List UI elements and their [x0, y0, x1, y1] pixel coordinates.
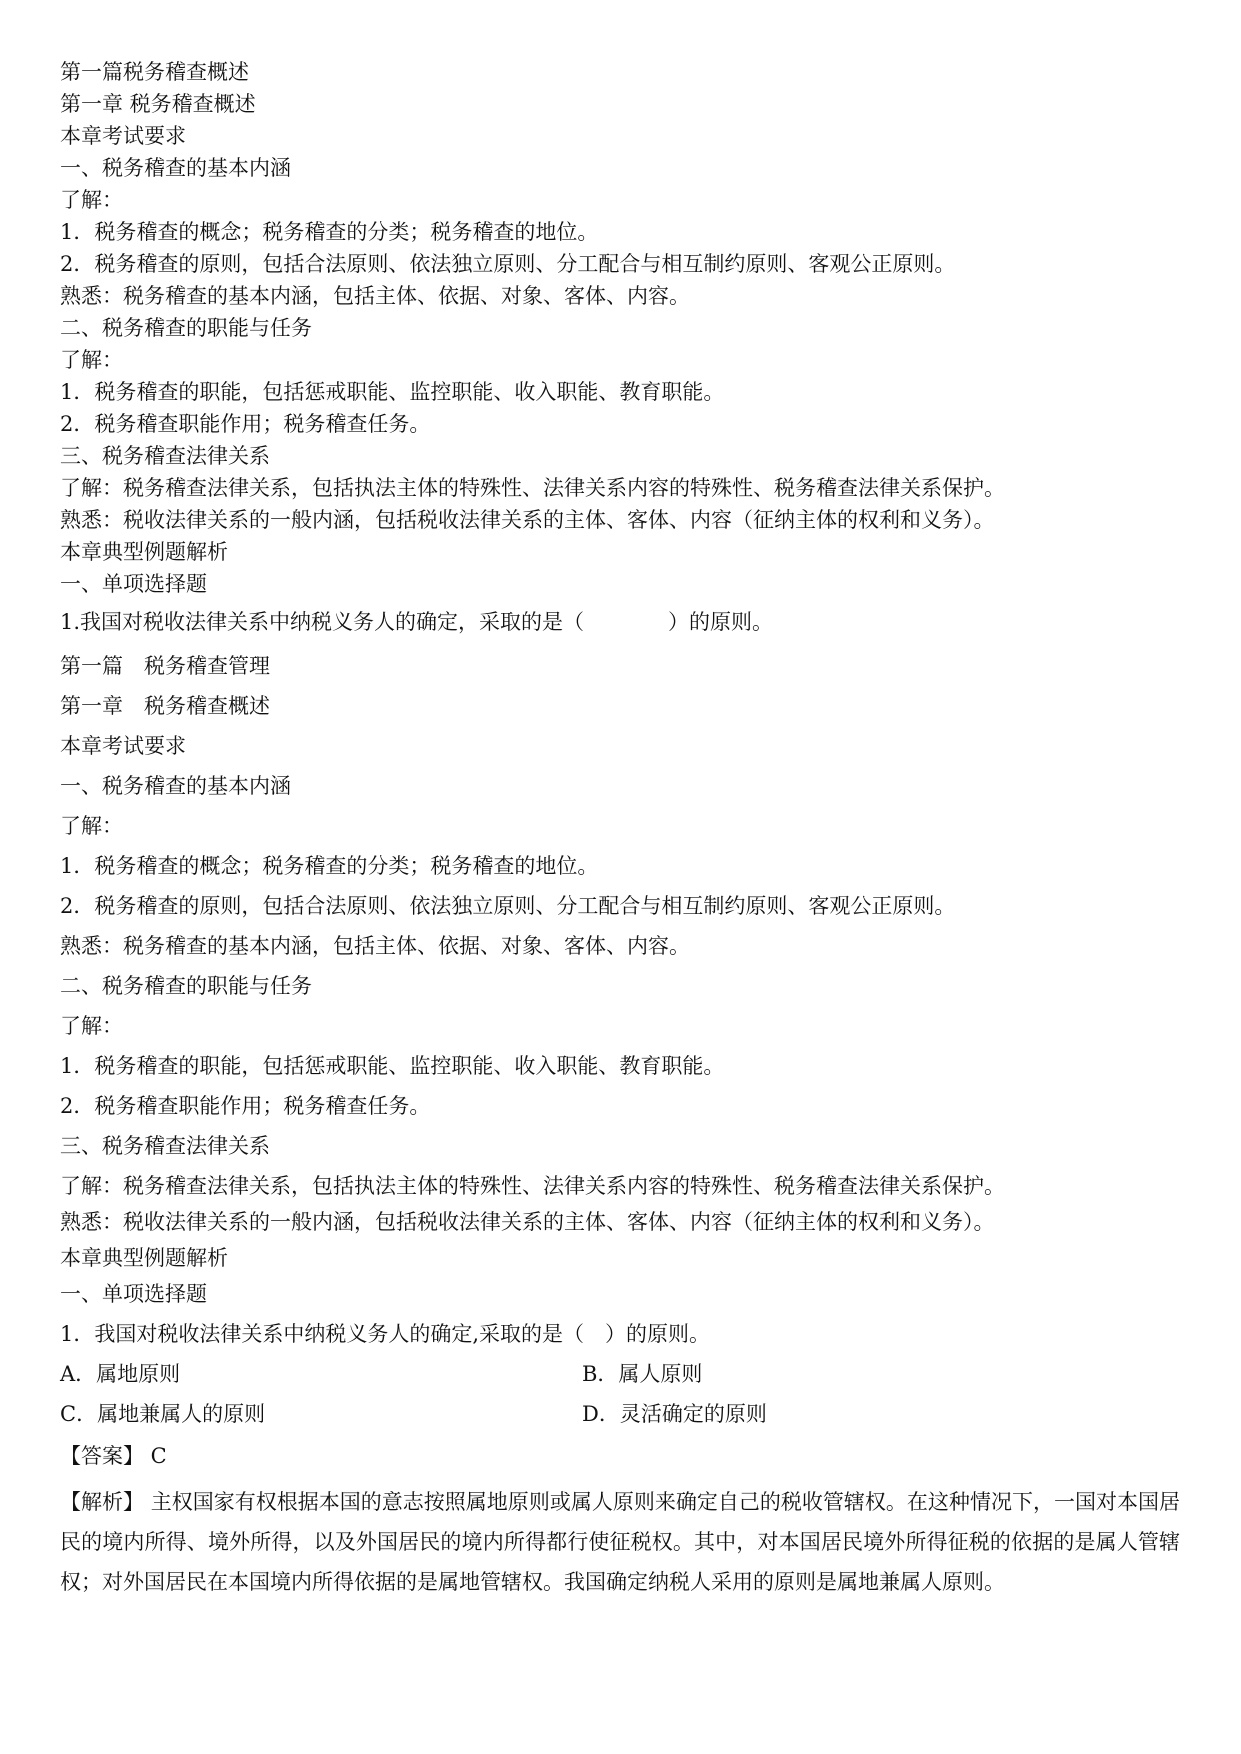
text-line: 了解： [60, 1014, 123, 1038]
text-line: 2．税务稽查职能作用；税务稽查任务。 [60, 412, 431, 436]
analysis-paragraph: 【解析】 主权国家有权根据本国的意志按照属地原则或属人原则来确定自己的税收管辖权。在这种情况下，一国对本国居民的境内所得、境外所得，以及外国居民的境内所得都行使征税权。其中，对本国居民境外所得征税的依据的是属人管辖权；对外国居民在本国境内所得依据的是属地管辖权。我国确定纳税人采用的原则是属地兼属人原则。 [60, 1490, 1180, 1594]
text-line: 熟悉：税务稽查的基本内涵，包括主体、依据、对象、客体、内容。 [60, 934, 690, 958]
answer-line: 【答案】 C [60, 1444, 167, 1468]
part-title: 第一篇税务稽查概述 [60, 60, 249, 84]
text-line: 熟悉：税务稽查的基本内涵，包括主体、依据、对象、客体、内容。 [60, 284, 690, 308]
chapter-title: 第一章 税务稽查概述 [60, 92, 256, 116]
chapter-title: 第一章 税务稽查概述 [60, 694, 270, 718]
section-heading: 本章典型例题解析 [60, 540, 228, 564]
subsection-heading: 一、单项选择题 [60, 572, 207, 596]
text-line: 1．税务稽查的职能，包括惩戒职能、监控职能、收入职能、教育职能。 [60, 380, 725, 404]
text-line: 2．税务稽查职能作用；税务稽查任务。 [60, 1094, 431, 1118]
subsection-heading: 一、单项选择题 [60, 1282, 207, 1306]
option-b: B．属人原则 [582, 1362, 703, 1386]
subsection-heading: 一、税务稽查的基本内涵 [60, 774, 291, 798]
subsection-heading: 三、税务稽查法律关系 [60, 1134, 270, 1158]
subsection-heading: 一、税务稽查的基本内涵 [60, 156, 291, 180]
question-text: 1.我国对税收法律关系中纳税义务人的确定，采取的是（ ）的原则。 [60, 610, 774, 634]
text-line: 1．税务稽查的职能，包括惩戒职能、监控职能、收入职能、教育职能。 [60, 1054, 725, 1078]
text-line: 了解： [60, 348, 123, 372]
question-text: 1．我国对税收法律关系中纳税义务人的确定,采取的是（ ）的原则。 [60, 1322, 711, 1346]
text-line: 1．税务稽查的概念；税务稽查的分类；税务稽查的地位。 [60, 854, 599, 878]
text-line: 熟悉：税收法律关系的一般内涵，包括税收法律关系的主体、客体、内容（征纳主体的权利和义务）。 [60, 508, 995, 532]
text-line: 了解：税务稽查法律关系，包括执法主体的特殊性、法律关系内容的特殊性、税务稽查法律关系保护。 [60, 1174, 1005, 1198]
text-line: 了解： [60, 188, 123, 212]
subsection-heading: 三、税务稽查法律关系 [60, 444, 270, 468]
subsection-heading: 二、税务稽查的职能与任务 [60, 316, 312, 340]
option-d: D．灵活确定的原则 [582, 1402, 767, 1426]
text-line: 2．税务稽查的原则，包括合法原则、依法独立原则、分工配合与相互制约原则、客观公正原则。 [60, 894, 956, 918]
part-title: 第一篇 税务稽查管理 [60, 654, 270, 678]
text-line: 2．税务稽查的原则，包括合法原则、依法独立原则、分工配合与相互制约原则、客观公正原则。 [60, 252, 956, 276]
option-a: A．属地原则 [60, 1362, 181, 1386]
subsection-heading: 二、税务稽查的职能与任务 [60, 974, 312, 998]
section-heading: 本章考试要求 [60, 734, 186, 758]
text-line: 1．税务稽查的概念；税务稽查的分类；税务稽查的地位。 [60, 220, 599, 244]
section-heading: 本章典型例题解析 [60, 1246, 228, 1270]
text-line: 熟悉：税收法律关系的一般内涵，包括税收法律关系的主体、客体、内容（征纳主体的权利和义务）。 [60, 1210, 995, 1234]
text-line: 了解： [60, 814, 123, 838]
section-heading: 本章考试要求 [60, 124, 186, 148]
text-line: 了解：税务稽查法律关系，包括执法主体的特殊性、法律关系内容的特殊性、税务稽查法律关系保护。 [60, 476, 1005, 500]
option-c: C．属地兼属人的原则 [60, 1402, 266, 1426]
